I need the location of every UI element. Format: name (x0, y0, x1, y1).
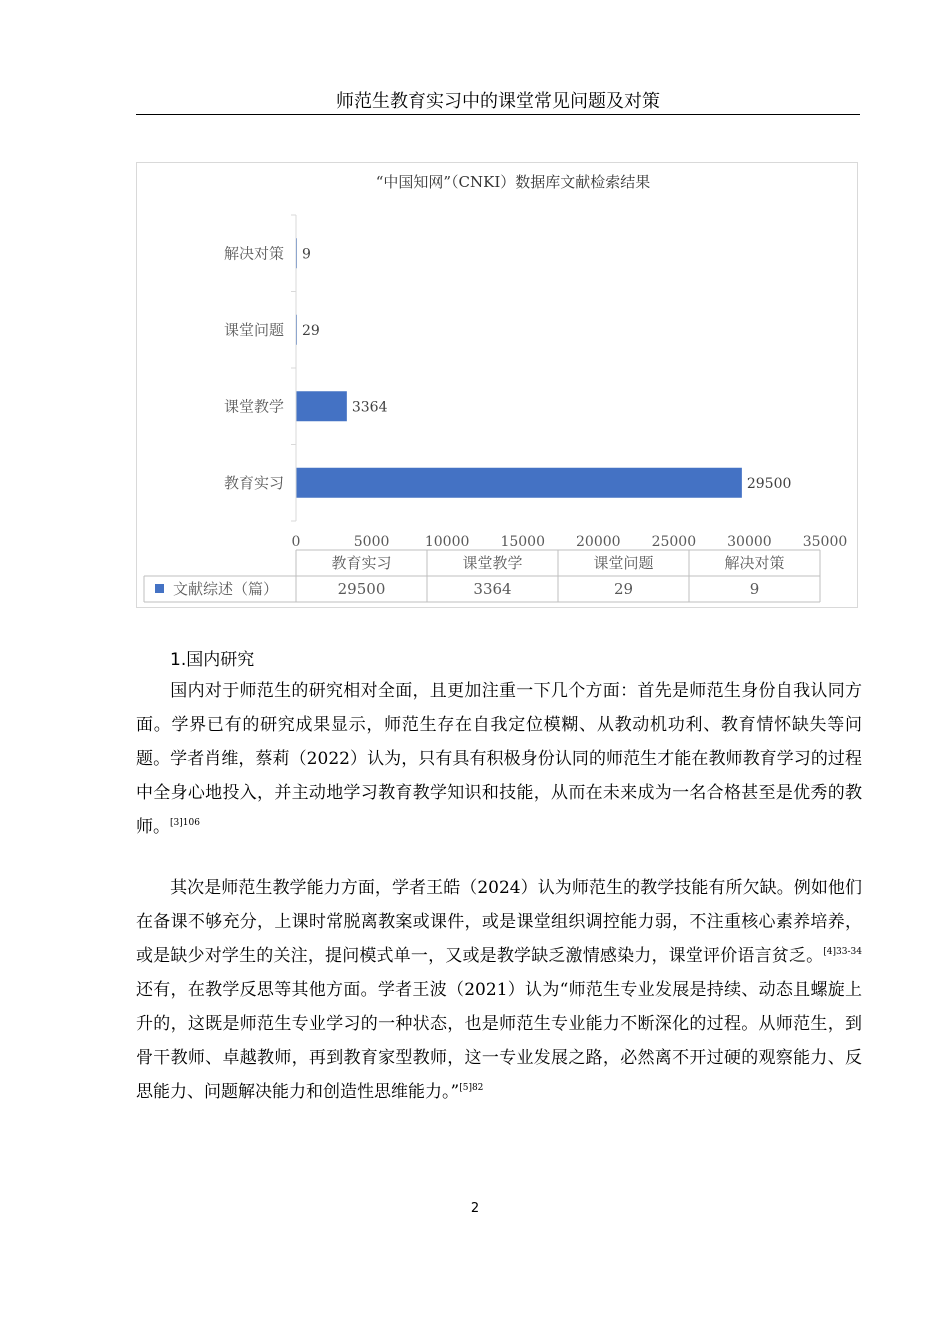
x-tick-label: 0 (291, 534, 301, 550)
running-header: 师范生教育实习中的课堂常见问题及对策 (336, 91, 660, 112)
table-value-cell: 29500 (337, 580, 386, 598)
category-label: 课堂问题 (223, 320, 284, 339)
table-value-cell: 3364 (473, 580, 512, 598)
paragraph-2 (136, 871, 862, 1109)
citation: [3]106 (170, 818, 200, 828)
paragraph-2-text-b: 还有，在教学反思等其他方面。学者王波（2021）认为“师范生专业发展是持续、动态且螺旋上升的，这既是师范生专业学习的一种状态，也是师范生专业能力不断深化的过程。从师范生，到骨干教师、卓越教师，再到教育家型教师，这一专业发展之路，必然离不开过硬的观察能力、反思能力、问题解决能力和创造性思维能力。” (136, 980, 862, 1102)
header-rule (136, 114, 860, 115)
data-label: 3364 (351, 399, 388, 416)
data-label: 29 (302, 322, 320, 339)
bar (296, 391, 347, 421)
x-tick-label: 15000 (500, 534, 545, 550)
bar (296, 468, 742, 498)
x-tick-label: 5000 (353, 534, 390, 550)
x-tick-label: 35000 (802, 534, 848, 550)
category-label: 课堂教学 (223, 397, 284, 416)
data-label: 9 (302, 246, 311, 263)
legend-label: 文献综述（篇） (173, 580, 279, 598)
legend-swatch (155, 584, 164, 593)
table-value-cell: 9 (749, 580, 760, 598)
citation: [4]33-34 (823, 947, 862, 957)
table-header-cell: 解决对策 (724, 554, 785, 572)
paragraph-2-text-a: 其次是师范生教学能力方面，学者王皓（2024）认为师范生的教学技能有所欠缺。例如他们在备课不够充分，上课时常脱离教案或课件，或是课堂组织调控能力弱，不注重核心素养培养，或是缺少对学生的关注，提问模式单一，又或是教学缺乏激情感染力，课堂评价语言贫乏。 (136, 878, 862, 966)
category-label: 教育实习 (223, 473, 284, 492)
x-tick-label: 30000 (727, 534, 772, 550)
page-number: 2 (470, 1201, 480, 1216)
paragraph-1 (136, 674, 862, 844)
chart-frame (136, 162, 858, 608)
chart-title: “中国知网”（CNKI）数据库文献检索结果 (375, 173, 651, 191)
table-value-cell: 29 (613, 580, 634, 598)
x-tick-label: 20000 (576, 534, 621, 550)
x-tick-label: 10000 (424, 534, 470, 550)
table-header-cell: 教育实习 (331, 554, 392, 572)
paragraph-1-text: 国内对于师范生的研究相对全面，且更加注重一下几个方面：首先是师范生身份自我认同方面。学界已有的研究成果显示，师范生存在自我定位模糊、从教动机功利、教育情怀缺失等问题。学者肖维，蔡莉（2022）认为，只有具有积极身份认同的师范生才能在教师教育学习的过程中全身心地投入，并主动地学习教育教学知识和技能，从而在未来成为一名合格甚至是优秀的教师。 (136, 681, 862, 837)
section-heading: 1.国内研究 (170, 650, 255, 670)
data-label: 29500 (746, 475, 792, 492)
category-label: 解决对策 (223, 244, 284, 263)
citation: [5]82 (459, 1083, 484, 1093)
bar-chart (137, 163, 857, 607)
table-header-cell: 课堂教学 (462, 554, 523, 572)
table-header-cell: 课堂问题 (593, 554, 654, 572)
x-tick-label: 25000 (651, 534, 697, 550)
